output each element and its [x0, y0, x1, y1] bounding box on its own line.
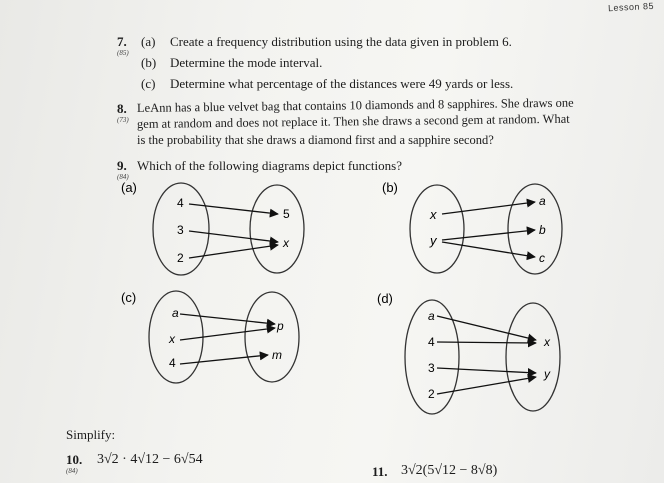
- diagram-a-domain-3: 2: [177, 251, 184, 265]
- problem-9-number: 9.: [117, 158, 127, 173]
- diagram-d-arrow-2: [437, 342, 536, 343]
- diagram-a-range-oval: [250, 185, 304, 273]
- problem-8-line3: is the probability that she draws a diamond first and a sapphire second?: [137, 133, 494, 147]
- simplify-heading: Simplify:: [66, 427, 116, 442]
- diagram-b-range-1: a: [539, 194, 546, 208]
- diagram-c-range-2: m: [272, 348, 282, 362]
- diagram-d-arrow-1: [437, 316, 536, 340]
- diagram-d-domain-1: a: [428, 309, 435, 323]
- diagram-b-range-2: b: [539, 223, 546, 237]
- diagram-b-label: (b): [382, 180, 398, 195]
- problem-9-text: Which of the following diagrams depict functions?: [137, 158, 402, 173]
- diagram-c-arrow-1: [180, 314, 275, 324]
- diagram-d-domain-4: 2: [428, 387, 435, 401]
- diagram-c-range-1: p: [277, 319, 284, 333]
- problem-8-number: 8.: [117, 101, 127, 116]
- diagram-c-domain-2: x: [169, 332, 175, 346]
- problem-11-number: 11.: [372, 464, 388, 479]
- diagram-d-arrow-3: [437, 368, 536, 373]
- problem-7b-text: Determine the mode interval.: [170, 55, 323, 70]
- diagram-c-label: (c): [121, 290, 137, 305]
- problem-11-expression: 3√2(5√12 − 8√8): [401, 463, 498, 478]
- diagram-b-arrow-1: [442, 202, 535, 214]
- diagram-d-range-oval: [506, 303, 560, 411]
- diagram-b-arrow-3: [442, 242, 535, 257]
- diagram-a-domain-1: 4: [177, 196, 184, 210]
- diagram-a-range-2: x: [283, 236, 289, 250]
- diagram-a-range-1: 5: [283, 207, 290, 221]
- diagram-c-range-oval: [245, 292, 299, 382]
- diagram-b-domain-2: y: [430, 233, 437, 248]
- problem-8-line2: gem at random and does not replace it. Then she draws a second gem at random. What: [136, 111, 570, 131]
- problem-7a-text: Create a frequency distribution using the data given in problem 6.: [170, 34, 512, 49]
- diagram-d-arrow-4: [437, 377, 536, 394]
- lesson-header: Lesson 85: [607, 0, 655, 14]
- problem-7-ref: (85): [117, 49, 129, 57]
- problem-7-number: 7.: [117, 34, 127, 49]
- problem-8-ref: (73): [117, 116, 129, 124]
- diagram-c-arrow-2: [180, 328, 275, 340]
- diagram-d-domain-3: 3: [428, 361, 435, 375]
- problem-9-ref: (84): [117, 173, 129, 181]
- diagram-d-range-1: x: [544, 335, 550, 349]
- diagram-c-arrow-3: [180, 355, 268, 364]
- diagram-b-range-oval: [508, 184, 562, 274]
- problem-8-line1: LeAnn has a blue velvet bag that contains 10 diamonds and 8 sapphires. She draws one: [136, 95, 574, 115]
- diagram-a-arrow-2: [189, 231, 278, 242]
- diagram-c-domain-oval: [149, 291, 203, 383]
- diagram-c-domain-3: 4: [169, 356, 176, 370]
- problem-7c-text: Determine what percentage of the distances were 49 yards or less.: [170, 76, 514, 91]
- diagram-c-domain-1: a: [172, 306, 179, 320]
- diagram-b-range-3: c: [539, 251, 545, 265]
- problem-7c-label: (c): [141, 76, 156, 91]
- diagram-a-domain-2: 3: [177, 223, 184, 237]
- diagram-b-arrow-2: [442, 230, 535, 240]
- diagram-d-label: (d): [377, 291, 393, 306]
- problem-10-number: 10.: [66, 452, 83, 467]
- diagram-d-range-2: y: [544, 367, 550, 381]
- diagram-d-domain-2: 4: [428, 335, 435, 349]
- problem-10-expression: 3√2 · 4√12 − 6√54: [97, 452, 203, 467]
- diagram-a-label: (a): [121, 180, 137, 195]
- diagram-a-arrow-1: [189, 204, 278, 214]
- diagram-a-arrow-3: [189, 245, 278, 258]
- problem-10-ref: (84): [66, 467, 78, 475]
- problem-7b-label: (b): [141, 55, 157, 70]
- diagram-b-domain-1: x: [430, 207, 437, 222]
- problem-7a-label: (a): [141, 34, 156, 49]
- diagram-b-domain-oval: [410, 185, 464, 273]
